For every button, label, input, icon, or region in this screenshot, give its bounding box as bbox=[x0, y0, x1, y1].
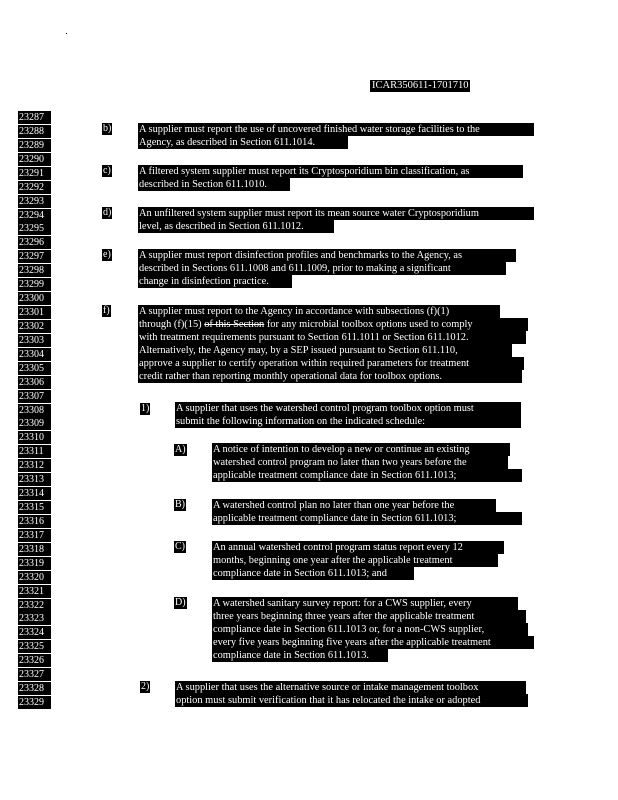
line-number: 23291 bbox=[18, 167, 51, 180]
item-fA-line: watershed control program no later than two years before the bbox=[212, 456, 508, 469]
item-fB-line: A watershed control plan no later than one year before the bbox=[212, 499, 496, 512]
line-number: 23321 bbox=[18, 585, 51, 598]
item-label-f2: 2) bbox=[141, 681, 150, 692]
item-fA-line: applicable treatment compliance date in Section 611.1013; bbox=[212, 469, 522, 482]
item-fC-line: compliance date in Section 611.1013; and bbox=[212, 567, 414, 580]
item-f-line bbox=[138, 318, 528, 331]
line-number: 23322 bbox=[18, 599, 51, 612]
line-number: 23308 bbox=[18, 404, 51, 417]
line-number: 23302 bbox=[18, 320, 51, 333]
line-number: 23295 bbox=[18, 222, 51, 235]
item-label-fD: D) bbox=[175, 597, 186, 608]
item-b-line: Agency, as described in Section 611.1014. bbox=[138, 136, 348, 149]
line-number: 23306 bbox=[18, 376, 51, 389]
line-number: 23304 bbox=[18, 348, 51, 361]
item-c-line: described in Section 611.1010. bbox=[138, 178, 290, 191]
deleted-text: of this Section bbox=[204, 319, 265, 330]
line-number: 23318 bbox=[18, 543, 51, 556]
item-b-line: A supplier must report the use of uncovered finished water storage facilities to the bbox=[138, 123, 534, 136]
item-f2-line: A supplier that uses the alternative source or intake management toolbox bbox=[175, 681, 526, 694]
item-e-line: described in Sections 611.1008 and 611.1009, prior to making a significant bbox=[138, 262, 506, 275]
line-number: 23305 bbox=[18, 362, 51, 375]
line-number: 23325 bbox=[18, 640, 51, 653]
item-f-line: Alternatively, the Agency may, by a SEP issued pursuant to Section 611.110, bbox=[138, 344, 512, 357]
line-number: 23327 bbox=[18, 668, 51, 681]
item-fD-line: A watershed sanitary survey report: for a CWS supplier, every bbox=[212, 597, 518, 610]
item-f-line: credit rather than reporting monthly operational data for toolbox options. bbox=[138, 370, 522, 383]
line-number: 23313 bbox=[18, 473, 51, 486]
item-f1-line: submit the following information on the indicated schedule: bbox=[175, 415, 521, 428]
item-f-text: for any microbial toolbox options used to comply bbox=[264, 319, 473, 330]
item-label-fA: A) bbox=[175, 444, 186, 455]
line-number: 23317 bbox=[18, 529, 51, 542]
scan-speck bbox=[66, 33, 67, 34]
item-fA-line: A notice of intention to develop a new or continue an existing bbox=[212, 443, 510, 456]
line-number: 23315 bbox=[18, 501, 51, 514]
item-f2-line: option must submit verification that it has relocated the intake or adopted bbox=[175, 694, 528, 707]
item-fC-line: months, beginning one year after the applicable treatment bbox=[212, 554, 498, 567]
line-number: 23292 bbox=[18, 181, 51, 194]
line-number: 23287 bbox=[18, 111, 51, 124]
line-number: 23320 bbox=[18, 571, 51, 584]
item-fD-line: three years beginning three years after the applicable treatment bbox=[212, 610, 526, 623]
item-label-d: d) bbox=[103, 207, 112, 218]
line-number: 23329 bbox=[18, 696, 51, 709]
item-d-line: An unfiltered system supplier must report its mean source water Cryptosporidium bbox=[138, 207, 534, 220]
line-number: 23314 bbox=[18, 487, 51, 500]
line-number: 23289 bbox=[18, 139, 51, 152]
item-fD-line: compliance date in Section 611.1013 or, for a non-CWS supplier, bbox=[212, 623, 528, 636]
line-number: 23301 bbox=[18, 306, 51, 319]
item-label-fC: C) bbox=[175, 541, 185, 552]
item-c-line: A filtered system supplier must report its Cryptosporidium bin classification, as bbox=[138, 165, 523, 178]
line-number: 23299 bbox=[18, 278, 51, 291]
line-number: 23328 bbox=[18, 682, 51, 695]
line-number: 23316 bbox=[18, 515, 51, 528]
item-label-f: f) bbox=[103, 305, 110, 316]
line-number: 23309 bbox=[18, 417, 51, 430]
item-f-line: with treatment requirements pursuant to Section 611.1011 or Section 611.1012. bbox=[138, 331, 526, 344]
line-number: 23293 bbox=[18, 195, 51, 208]
item-label-b: b) bbox=[103, 123, 112, 134]
line-number: 23288 bbox=[18, 125, 51, 138]
item-label-fB: B) bbox=[175, 499, 185, 510]
document-code-header: ICAR350611-1701710 bbox=[372, 80, 469, 91]
item-f-line: A supplier must report to the Agency in accordance with subsections (f)(1) bbox=[138, 305, 500, 318]
line-number: 23303 bbox=[18, 334, 51, 347]
item-fD-line: every five years beginning five years after the applicable treatment bbox=[212, 636, 534, 649]
line-number: 23319 bbox=[18, 557, 51, 570]
line-number: 23326 bbox=[18, 654, 51, 667]
item-e-line: A supplier must report disinfection profiles and benchmarks to the Agency, as bbox=[138, 249, 516, 262]
item-d-line: level, as described in Section 611.1012. bbox=[138, 220, 334, 233]
line-number: 23300 bbox=[18, 292, 51, 305]
item-f1-line: A supplier that uses the watershed control program toolbox option must bbox=[175, 402, 521, 415]
line-number: 23310 bbox=[18, 431, 51, 444]
item-e-line: change in disinfection practice. bbox=[138, 275, 292, 288]
item-label-e: e) bbox=[103, 249, 111, 260]
item-fB-line: applicable treatment compliance date in Section 611.1013; bbox=[212, 512, 522, 525]
line-number: 23290 bbox=[18, 153, 51, 166]
item-fD-line: compliance date in Section 611.1013. bbox=[212, 649, 388, 662]
line-number: 23311 bbox=[18, 445, 51, 458]
item-fC-line: An annual watershed control program status report every 12 bbox=[212, 541, 504, 554]
line-number: 23307 bbox=[18, 390, 51, 403]
item-f-line: approve a supplier to certify operation within required parameters for treatment bbox=[138, 357, 524, 370]
item-f-text: through (f)(15) bbox=[139, 319, 205, 330]
item-label-f1: 1) bbox=[141, 403, 150, 414]
line-number: 23298 bbox=[18, 264, 51, 277]
line-number: 23294 bbox=[18, 209, 51, 222]
line-number: 23296 bbox=[18, 236, 51, 249]
item-label-c: c) bbox=[103, 165, 111, 176]
line-number: 23312 bbox=[18, 459, 51, 472]
line-number: 23324 bbox=[18, 626, 51, 639]
line-number: 23297 bbox=[18, 250, 51, 263]
line-number: 23323 bbox=[18, 612, 51, 625]
